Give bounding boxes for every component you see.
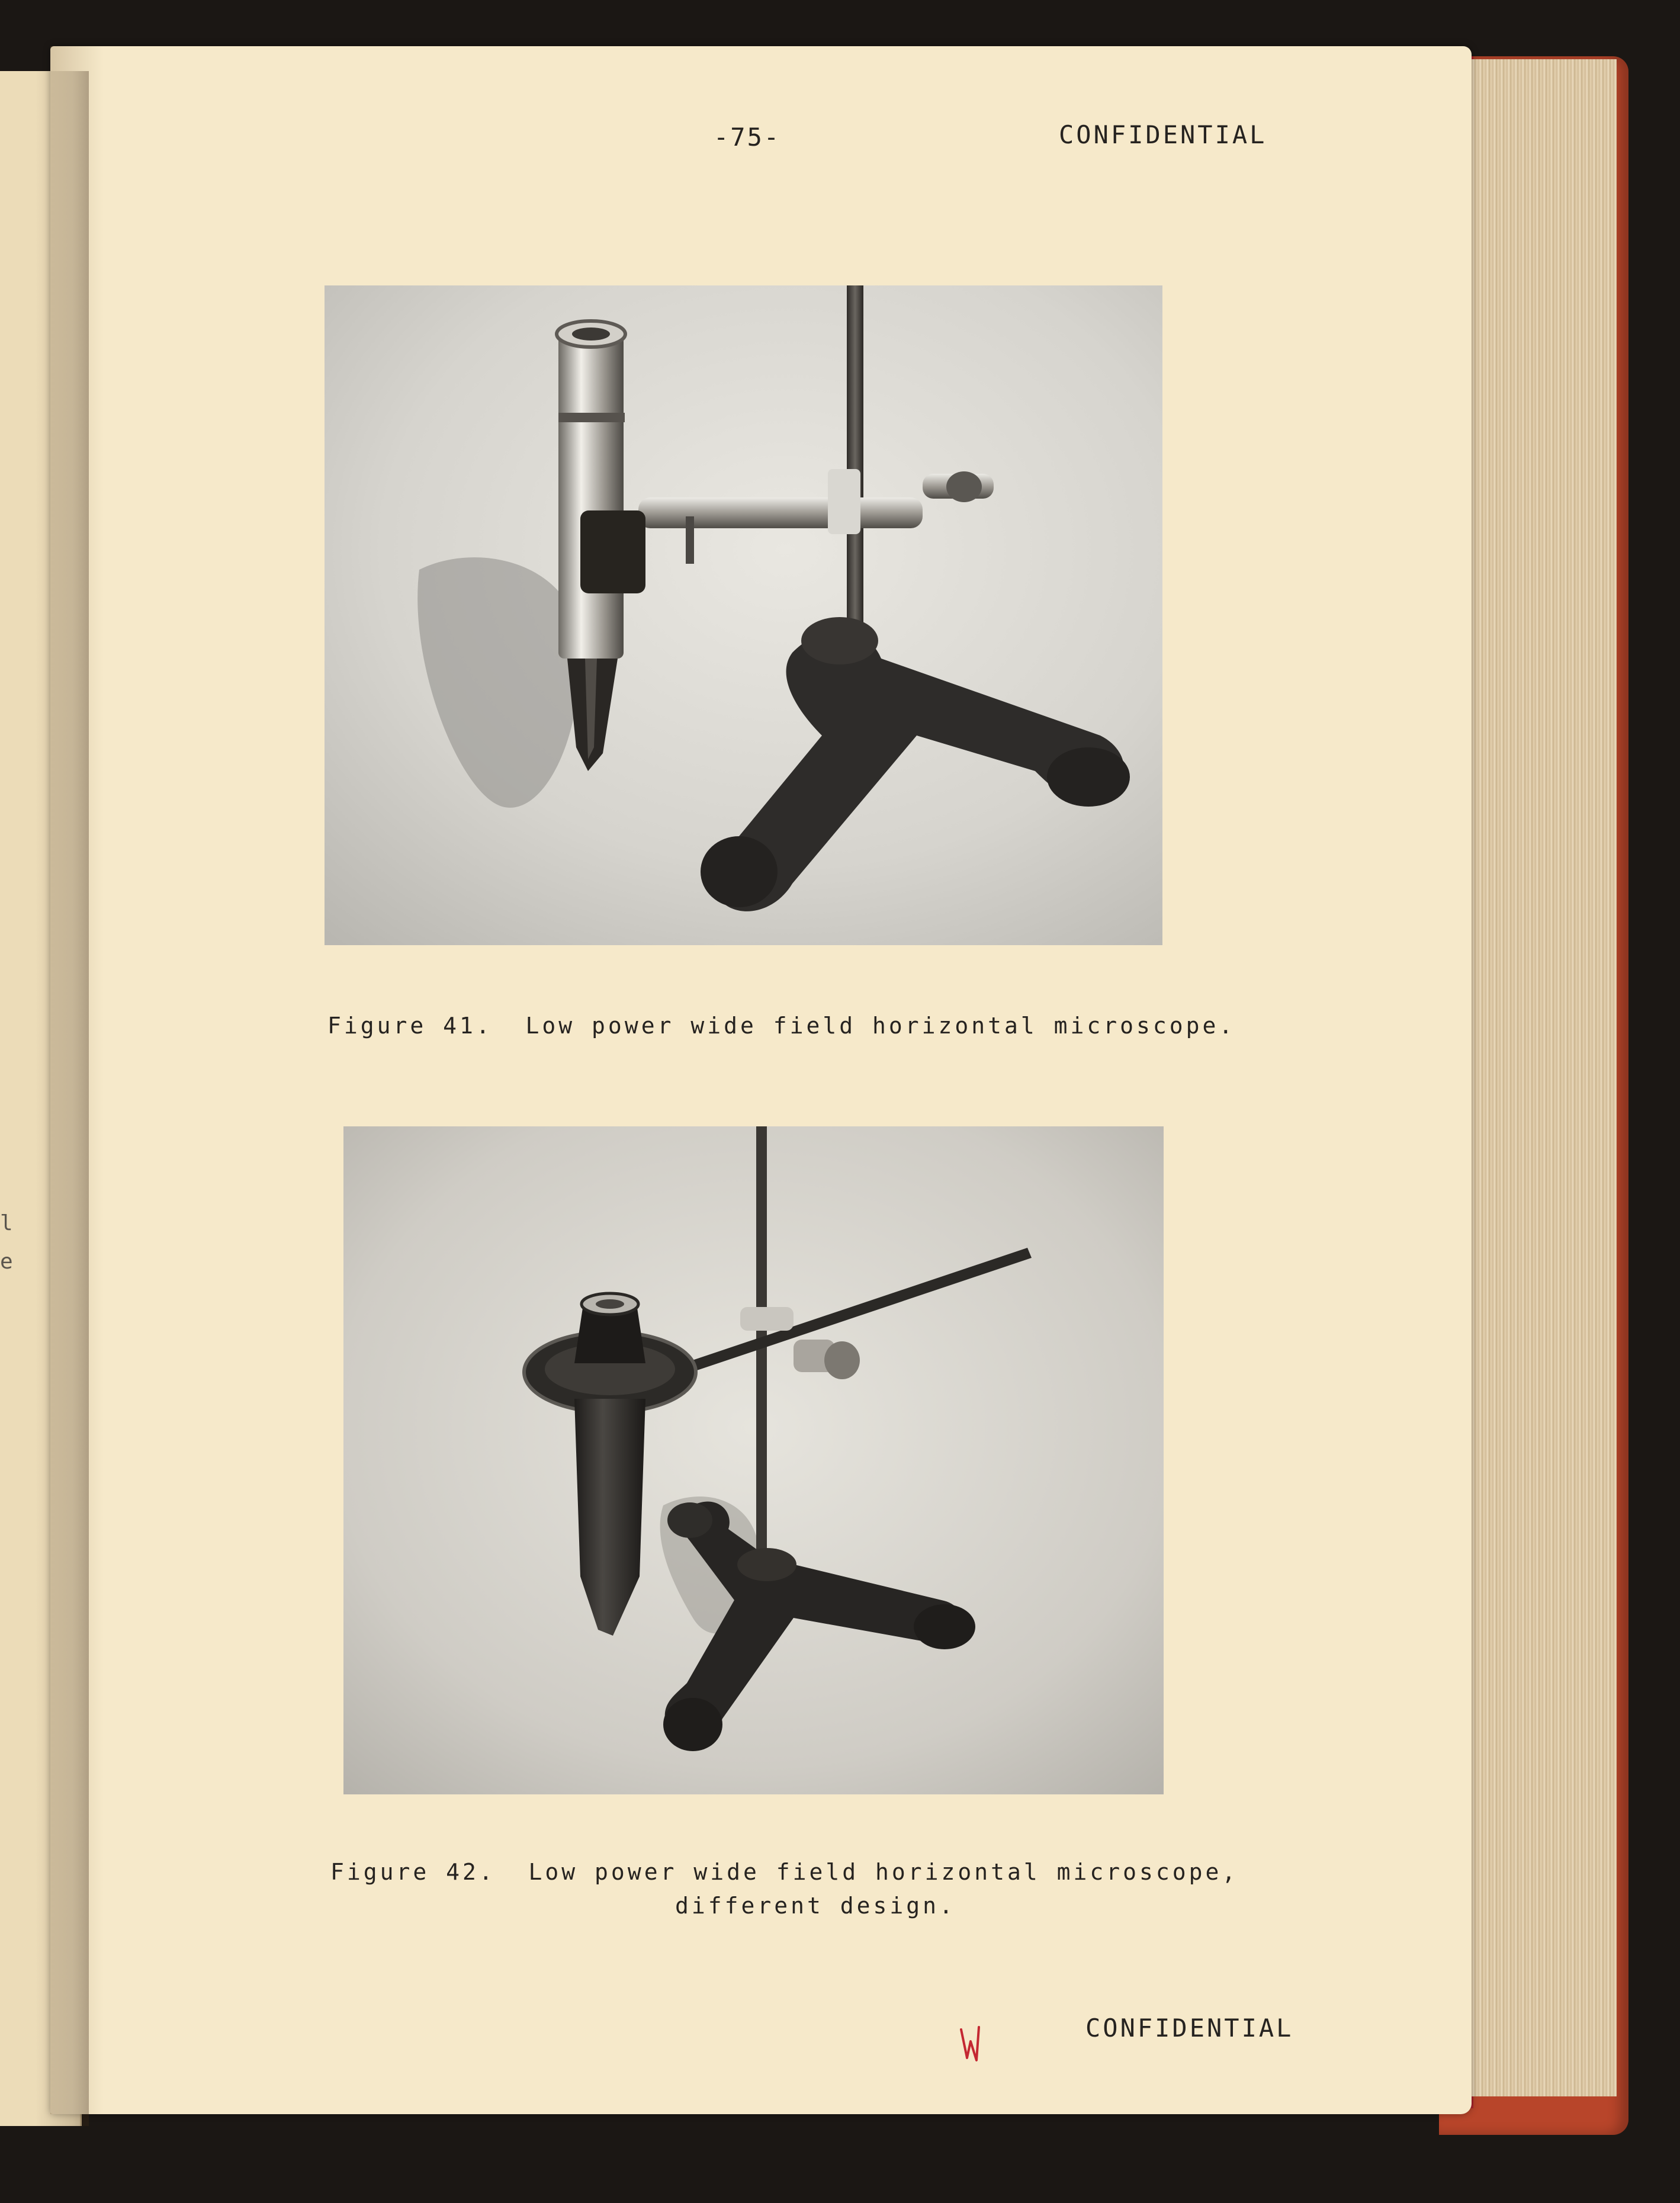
page-edges: [1470, 59, 1617, 2096]
figure-42-caption: [330, 1859, 1238, 1885]
left-page-fragment: e: [0, 1250, 13, 1274]
figure-42-caption-line2: different design.: [675, 1893, 956, 1919]
left-page-fragment: l: [0, 1211, 13, 1235]
header-classification: CONFIDENTIAL: [1059, 120, 1267, 149]
figure-42-label: Figure 42.: [330, 1859, 496, 1885]
figure-41-photo: [325, 285, 1162, 945]
red-check-mark: [956, 2024, 986, 2065]
figure-41-caption: [327, 1013, 1235, 1039]
page-gutter-shadow: [36, 71, 89, 2126]
figure-41-caption-text: Low power wide field horizontal microscope.: [525, 1013, 1236, 1039]
footer-classification: CONFIDENTIAL: [1085, 2013, 1294, 2043]
page-number: -75-: [714, 123, 781, 152]
figure-41-label: Figure 41.: [327, 1013, 493, 1039]
figure-42-caption-line1: Low power wide field horizontal microscope,: [528, 1859, 1239, 1885]
figure-42-photo: [343, 1126, 1164, 1794]
